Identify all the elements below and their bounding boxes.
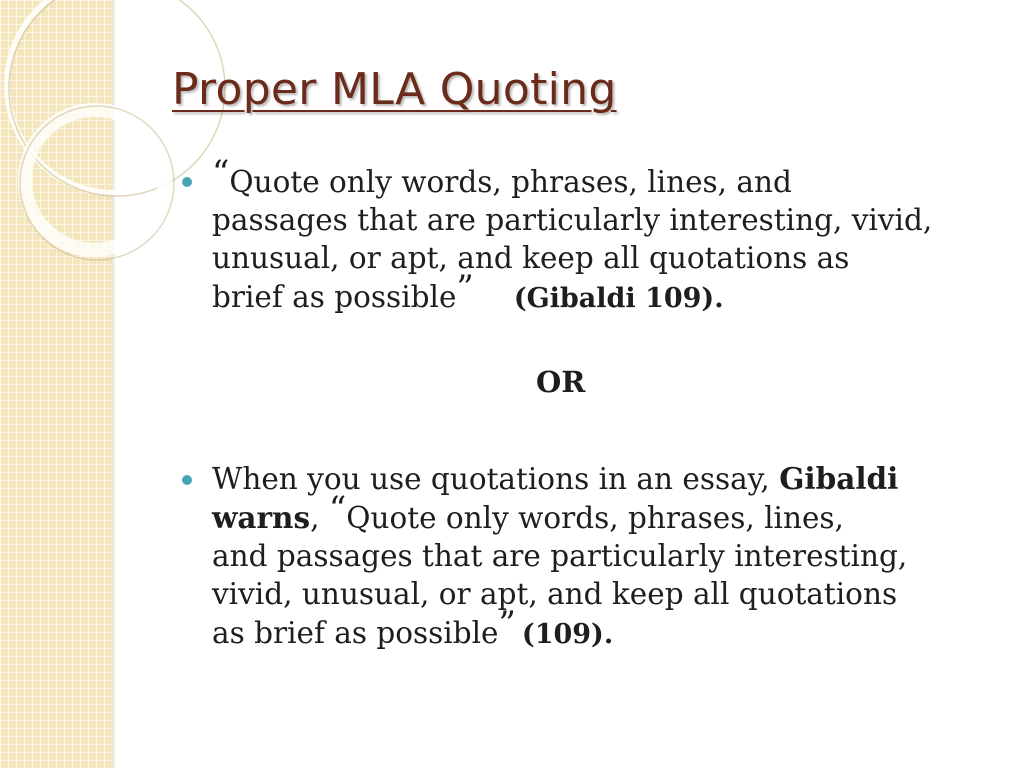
decorative-rings (0, 0, 240, 240)
bullet-1-text-line-4: brief as possible (212, 280, 457, 314)
bullet-1-text-line-3: unusual, or apt, and keep all quotations as (212, 241, 850, 275)
bullet-2-text-line-3: and passages that are particularly interesting, (212, 539, 908, 573)
open-quote-mark: “ (212, 153, 230, 193)
close-quote-mark: ” (498, 604, 516, 644)
slide-title: Proper MLA Quoting (172, 64, 617, 115)
bullet-1-text-line-2: passages that are particularly interesting, vivid, (212, 203, 933, 237)
bullet-2-text-line-1: When you use quotations in an essay, (212, 462, 780, 496)
bullet-list (212, 153, 933, 318)
or-separator: OR (536, 365, 586, 399)
bullet-icon (182, 177, 192, 187)
close-quote-mark: ” (456, 268, 474, 308)
bullet-2-text-line-5: as brief as possible (212, 616, 499, 650)
bullet-1-text-line-1: Quote only words, phrases, lines, and (229, 165, 792, 199)
open-quote-mark: “ (328, 489, 347, 529)
bullet-2-verb: warns (212, 500, 311, 535)
bullet-1-line-1 (212, 153, 932, 201)
bullet-2-line-1 (212, 460, 932, 498)
bullet-item-signal-phrase (212, 460, 932, 654)
bullet-2-text-line-4: vivid, unusual, or apt, and keep all quotations (212, 577, 898, 611)
bullet-2-line-2 (212, 489, 932, 537)
bullet-2-author-name: Gibaldi (779, 461, 899, 496)
bullet-2-line-5 (212, 604, 932, 654)
bullet-2-comma: , (310, 501, 329, 535)
bullet-item-quote (212, 153, 933, 318)
decorative-ring-small (25, 110, 165, 250)
bullet-1-line-4 (212, 268, 932, 318)
citation-page: (109). (521, 619, 614, 650)
citation-gibaldi: (Gibaldi 109). (513, 283, 724, 314)
bullet-icon (182, 475, 192, 485)
bullet-2-text-line-2: Quote only words, phrases, lines, (346, 501, 844, 535)
